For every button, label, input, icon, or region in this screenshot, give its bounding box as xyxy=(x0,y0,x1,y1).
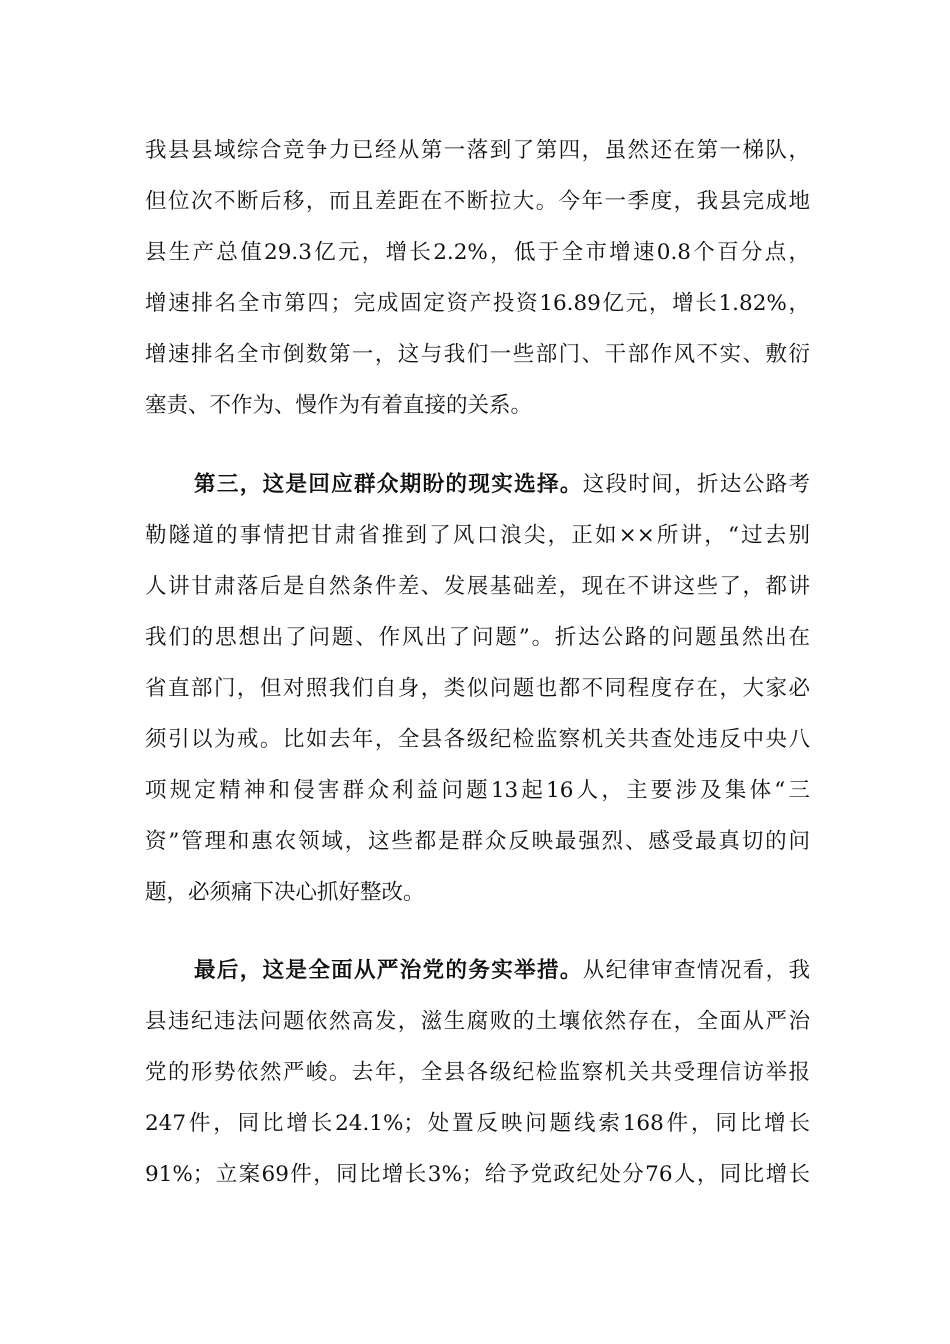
paragraph-2-line-1 xyxy=(194,467,810,503)
paragraph-2-lead: 第三，这是回应群众期盼的现实选择。 xyxy=(194,472,583,497)
paragraph-2-line-6: 须引以为戒。比如去年，全县各级纪检监察机关共查处违反中央八 xyxy=(145,727,810,752)
paragraph-3-line-3: 党的形势依然严峻。去年，全县各级纪检监察机关共受理信访举报 xyxy=(145,1060,810,1085)
paragraph-2-line-8: 资”管理和惠农领域，这些都是群众反映最强烈、感受最真切的问 xyxy=(145,829,810,854)
paragraph-1-line-4: 增速排名全市第四；完成固定资产投资16.89亿元，增长1.82%， xyxy=(145,291,810,316)
paragraph-1-line-6: 塞责、不作为、慢作为有着直接的关系。 xyxy=(145,393,533,418)
paragraph-3-line-1 xyxy=(194,953,810,989)
paragraph-1-line-2: 但位次不断后移，而且差距在不断拉大。今年一季度，我县完成地 xyxy=(145,189,810,214)
paragraph-2-line-7: 项规定精神和侵害群众利益问题13起16人，主要涉及集体“三 xyxy=(145,778,810,803)
paragraph-3-line-2: 县违纪违法问题依然高发，滋生腐败的土壤依然存在，全面从严治 xyxy=(145,1009,810,1034)
paragraph-2-line-9: 题，必须痛下决心抓好整改。 xyxy=(145,880,425,905)
paragraph-2-line-2: 勒隧道的事情把甘肃省推到了风口浪尖，正如××所讲，“过去别 xyxy=(145,523,810,548)
paragraph-1-line-1: 我县县域综合竞争力已经从第一落到了第四，虽然还在第一梯队， xyxy=(145,138,810,163)
paragraph-2-first-rest: 这段时间，折达公路考 xyxy=(582,472,810,497)
paragraph-2-line-3: 人讲甘肃落后是自然条件差、发展基础差，现在不讲这些了，都讲 xyxy=(145,574,810,599)
paragraph-3-line-4: 247件，同比增长24.1%；处置反映问题线索168件，同比增长 xyxy=(145,1111,810,1136)
paragraph-2-line-5: 省直部门，但对照我们自身，类似问题也都不同程度存在，大家必 xyxy=(145,676,810,701)
paragraph-3-line-5: 91%；立案69件，同比增长3%；给予党政纪处分76人，同比增长 xyxy=(145,1162,810,1187)
paragraph-1-line-5: 增速排名全市倒数第一，这与我们一些部门、干部作风不实、敷衍 xyxy=(145,342,810,367)
paragraph-3-first-rest: 从纪律审查情况看，我 xyxy=(582,958,810,983)
paragraph-1-line-3: 县生产总值29.3亿元，增长2.2%，低于全市增速0.8个百分点， xyxy=(145,240,810,265)
paragraph-3-lead: 最后，这是全面从严治党的务实举措。 xyxy=(194,958,583,983)
paragraph-2-line-4: 我们的思想出了问题、作风出了问题”。折达公路的问题虽然出在 xyxy=(145,625,810,650)
